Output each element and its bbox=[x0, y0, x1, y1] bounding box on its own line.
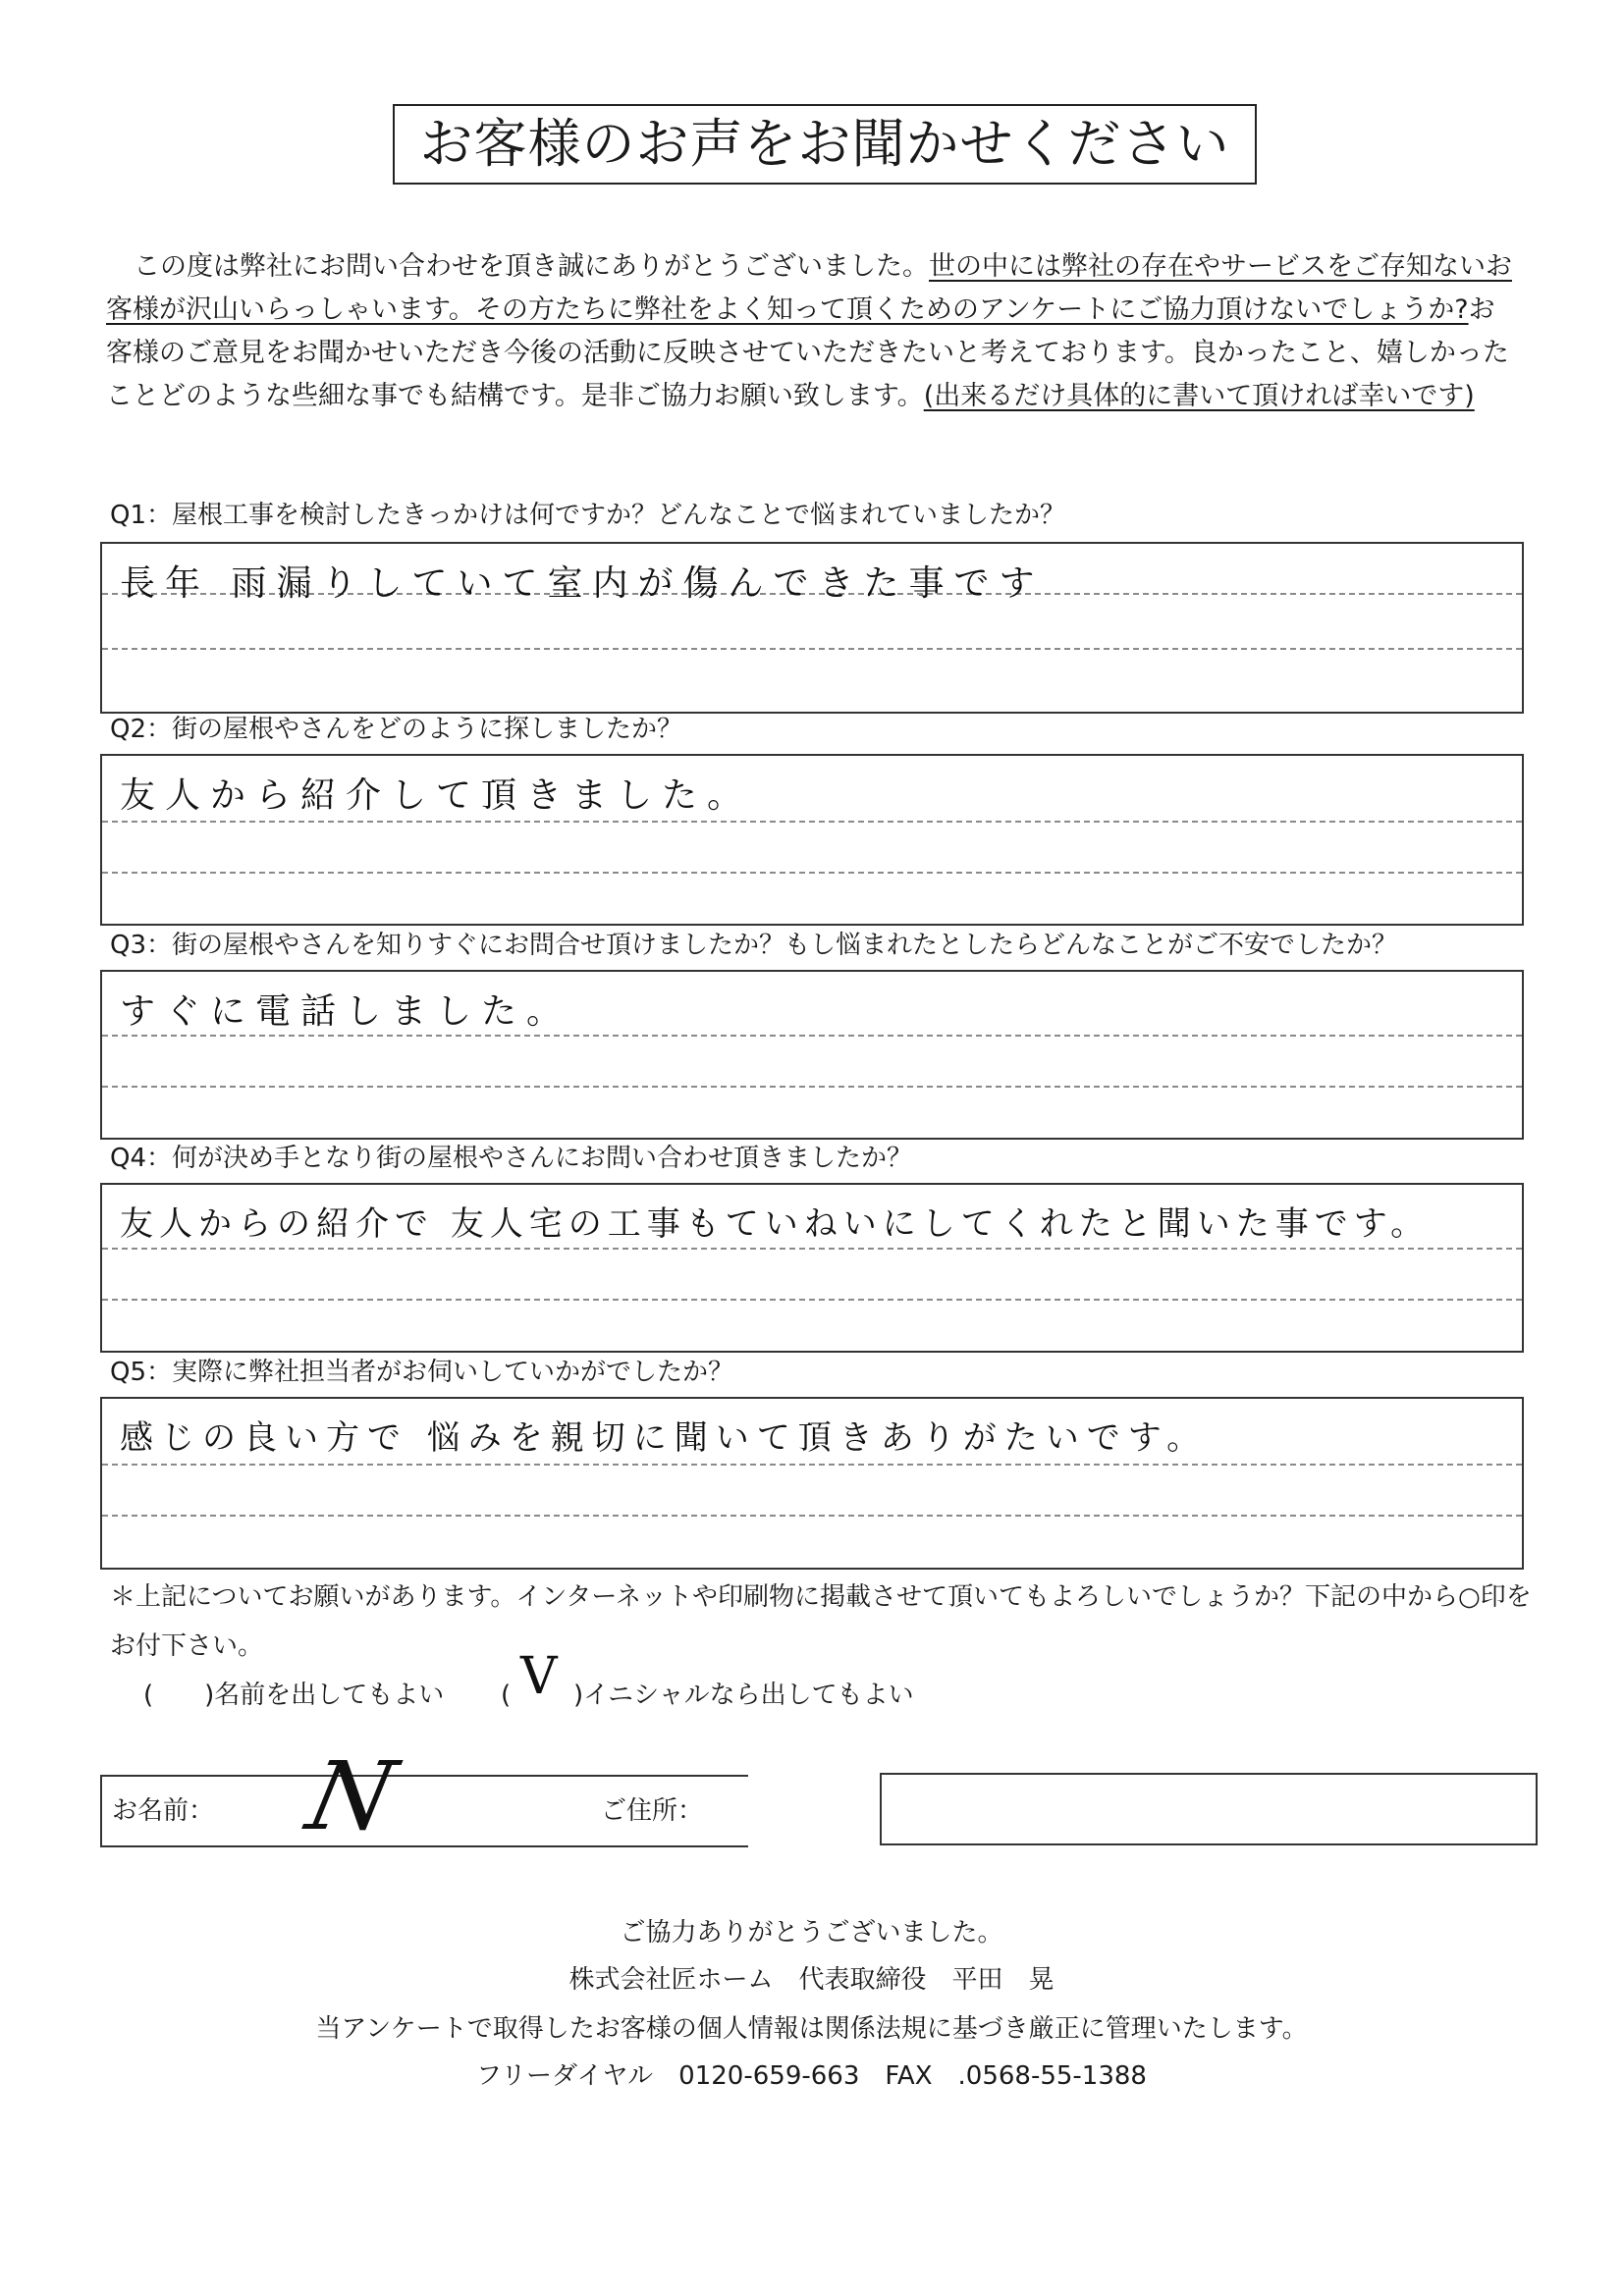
answer-guide-line bbox=[102, 821, 1522, 823]
consent-option-name[interactable]: ( )名前を出してもよい bbox=[143, 1681, 445, 1710]
question-4-answer: 友人からの紹介で 友人宅の工事もていねいにしてくれたと聞いた事です。 bbox=[120, 1204, 1431, 1244]
question-2-label: Q2：街の屋根やさんをどのように探しましたか？ bbox=[110, 715, 683, 744]
name-label: お名前： bbox=[112, 1796, 215, 1826]
footer-privacy: 当アンケートで取得したお客様の個人情報は関係法規に基づき厳正に管理いたします。 bbox=[315, 2014, 1308, 2044]
footer-contact: フリーダイヤル 0120-659-663 FAX .0568-55-1388 bbox=[476, 2061, 1147, 2091]
name-signature[interactable]: N bbox=[298, 1741, 405, 1851]
intro-underlined-1: 世の中には弊社の存在やサービスをご存知ないお客様が沢山いらっしゃいます。その方たちに弊社をよく知って頂くためのアンケートにご協力頂けないでしょうか? bbox=[106, 251, 1512, 325]
name-field-top-line bbox=[100, 1775, 748, 1777]
question-5-label: Q5：実際に弊社担当者がお伺いしていかがでしたか？ bbox=[110, 1358, 734, 1387]
intro-text-1: この度は弊社にお問い合わせを頂き誠にありがとうございました。 bbox=[134, 251, 929, 282]
answer-guide-line bbox=[102, 1464, 1522, 1466]
question-1-label: Q1：屋根工事を検討したきっかけは何ですか？どんなことで悩まれていましたか？ bbox=[110, 501, 1066, 530]
answer-guide-line bbox=[102, 872, 1522, 874]
address-field[interactable] bbox=[880, 1773, 1538, 1845]
consent-note: ＊上記についてお願いがあります。インターネットや印刷物に掲載させて頂いてもよろしいでしょうか？下記の中から○印を bbox=[110, 1582, 1532, 1612]
name-field-left-edge bbox=[100, 1775, 102, 1845]
answer-guide-line bbox=[102, 1248, 1522, 1250]
question-3-answer-box[interactable] bbox=[100, 970, 1524, 1140]
name-field-bottom-line bbox=[100, 1845, 748, 1847]
question-3-answer: すぐに電話しました。 bbox=[120, 991, 572, 1032]
question-4-label: Q4：何が決め手となり街の屋根やさんにお問い合わせ頂きましたか？ bbox=[110, 1144, 913, 1173]
footer-thanks: ご協力ありがとうございました。 bbox=[620, 1918, 1003, 1948]
question-2-answer: 友人から紹介して頂きました。 bbox=[120, 775, 753, 816]
question-4-answer-box[interactable] bbox=[100, 1183, 1524, 1353]
question-2-answer-box[interactable] bbox=[100, 754, 1524, 926]
question-1-answer-box[interactable] bbox=[100, 542, 1524, 714]
answer-guide-line bbox=[102, 1086, 1522, 1088]
survey-title: お客様のお声をお聞かせください bbox=[393, 104, 1257, 185]
answer-guide-line bbox=[102, 1299, 1522, 1301]
intro-text-2: お客様のご意見をお聞かせいただき今後の活動に反映させていただきたいと考えております。良かったこと、嬉しかったことどのような些細な事でも結構です。是非ご協力お願い致します。 bbox=[106, 294, 1509, 411]
question-3-label: Q3：街の屋根やさんを知りすぐにお問合せ頂けましたか？もし悩まれたとしたらどんなことがご不安でしたか？ bbox=[110, 931, 1398, 960]
answer-guide-line bbox=[102, 1515, 1522, 1517]
consent-option-initial[interactable]: )イニシャルなら出してもよい bbox=[573, 1681, 914, 1710]
footer-company: 株式会社匠ホーム 代表取締役 平田 晃 bbox=[568, 1965, 1055, 1995]
intro-underlined-2: (出来るだけ具体的に書いて頂ければ幸いです) bbox=[923, 381, 1475, 411]
question-1-answer: 長年 雨漏りしていて室内が傷んできた事です bbox=[120, 563, 1045, 604]
consent-note-2: お付下さい。 bbox=[110, 1631, 264, 1661]
consent-option-initial-paren[interactable]: ( bbox=[501, 1681, 512, 1710]
question-5-answer: 感じの良い方で 悩みを親切に聞いて頂きありがたいです。 bbox=[120, 1418, 1209, 1458]
checkmark-icon: V bbox=[520, 1647, 558, 1706]
address-label: ご住所： bbox=[601, 1796, 704, 1826]
answer-guide-line bbox=[102, 1035, 1522, 1037]
question-5-answer-box[interactable] bbox=[100, 1397, 1524, 1570]
intro-paragraph bbox=[106, 245, 1520, 418]
answer-guide-line bbox=[102, 648, 1522, 650]
